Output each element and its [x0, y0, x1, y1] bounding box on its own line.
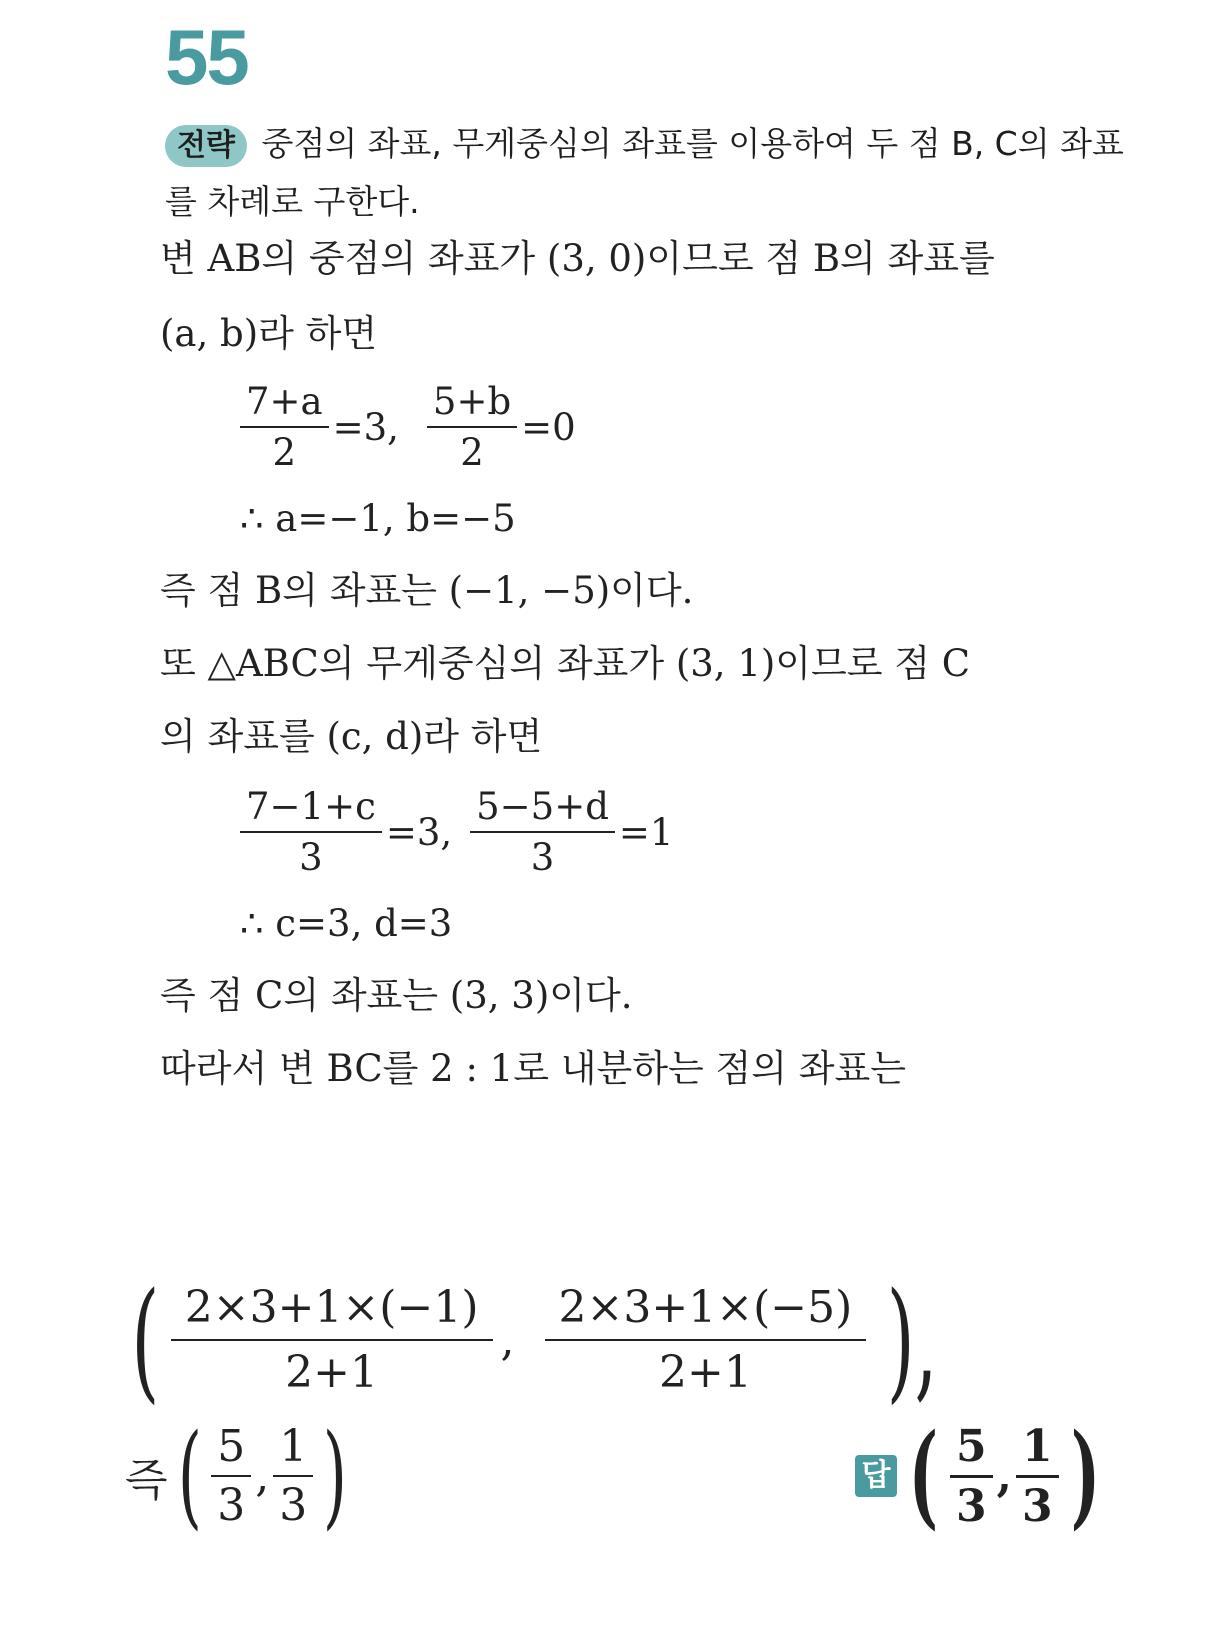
comma: , — [500, 1314, 515, 1366]
line-7: 따라서 변 BC를 2 : 1로 내분하는 점의 좌표는 — [160, 1047, 906, 1090]
left-paren: ( — [131, 1264, 160, 1416]
fraction — [211, 1421, 251, 1531]
numerator: 5 — [950, 1421, 993, 1478]
equals-value: =3, — [332, 405, 399, 449]
right-paren: ), — [886, 1264, 938, 1416]
result-2: ∴ c=3, d=3 — [240, 902, 453, 945]
line-3: 즉 점 B의 좌표는 (−1, −5)이다. — [160, 569, 694, 612]
final-expression — [120, 1264, 958, 1416]
result-1: ∴ a=−1, b=−5 — [240, 497, 516, 540]
strategy-block — [165, 115, 1150, 231]
fraction — [240, 380, 329, 474]
final-result — [125, 1411, 357, 1541]
answer-badge: 답 — [855, 1455, 897, 1497]
jeuk-label: 즉 — [125, 1455, 168, 1506]
fraction — [545, 1282, 867, 1398]
numerator: 7−1+c — [240, 785, 382, 833]
fraction — [470, 785, 615, 879]
equals-value: =1 — [618, 810, 674, 854]
equation-1 — [240, 380, 580, 474]
denominator: 2 — [460, 431, 484, 474]
fraction — [950, 1421, 993, 1532]
numerator: 2×3+1×(−5) — [545, 1282, 867, 1341]
equals-value: =0 — [521, 405, 576, 449]
fraction — [1016, 1421, 1059, 1532]
numerator: 5−5+d — [470, 785, 615, 833]
line-2: (a, b)라 하면 — [160, 312, 378, 355]
right-paren: ) — [1070, 1410, 1100, 1541]
strategy-badge: 전략 — [165, 125, 247, 167]
answer — [855, 1410, 1112, 1541]
fraction — [273, 1421, 313, 1531]
equals-value: =3, — [385, 810, 453, 854]
problem-number: 55 — [165, 13, 248, 101]
left-paren: ( — [177, 1411, 202, 1541]
denominator: 2 — [272, 431, 297, 474]
numerator: 5 — [211, 1421, 251, 1477]
fraction — [171, 1282, 493, 1398]
strategy-text: 중점의 좌표, 무게중심의 좌표를 이용하여 두 점 B, C의 좌표를 차례로 구한다. — [165, 124, 1124, 221]
denominator: 3 — [956, 1480, 987, 1532]
line-6: 즉 점 C의 좌표는 (3, 3)이다. — [160, 974, 633, 1017]
line-1: 변 AB의 중점의 좌표가 (3, 0)이므로 점 B의 좌표를 — [160, 237, 995, 280]
left-paren: ( — [908, 1410, 939, 1541]
equation-2 — [240, 785, 677, 879]
numerator: 7+a — [240, 380, 329, 428]
line-4: 또 △ABC의 무게중심의 좌표가 (3, 1)이므로 점 C — [160, 642, 971, 685]
numerator: 2×3+1×(−1) — [171, 1282, 493, 1341]
numerator: 1 — [273, 1421, 313, 1477]
denominator: 3 — [217, 1480, 246, 1531]
comma: , — [996, 1450, 1012, 1502]
numerator: 5+b — [427, 380, 517, 428]
fraction — [240, 785, 382, 879]
line-5: 의 좌표를 (c, d)라 하면 — [160, 715, 543, 758]
denominator: 3 — [530, 836, 555, 879]
denominator: 3 — [1021, 1480, 1053, 1532]
comma: , — [255, 1450, 270, 1502]
denominator: 3 — [299, 836, 323, 879]
denominator: 3 — [279, 1480, 308, 1531]
right-paren: ) — [323, 1411, 348, 1541]
denominator: 2+1 — [285, 1347, 379, 1398]
fraction — [427, 380, 517, 474]
denominator: 2+1 — [658, 1347, 752, 1398]
numerator: 1 — [1016, 1421, 1059, 1478]
